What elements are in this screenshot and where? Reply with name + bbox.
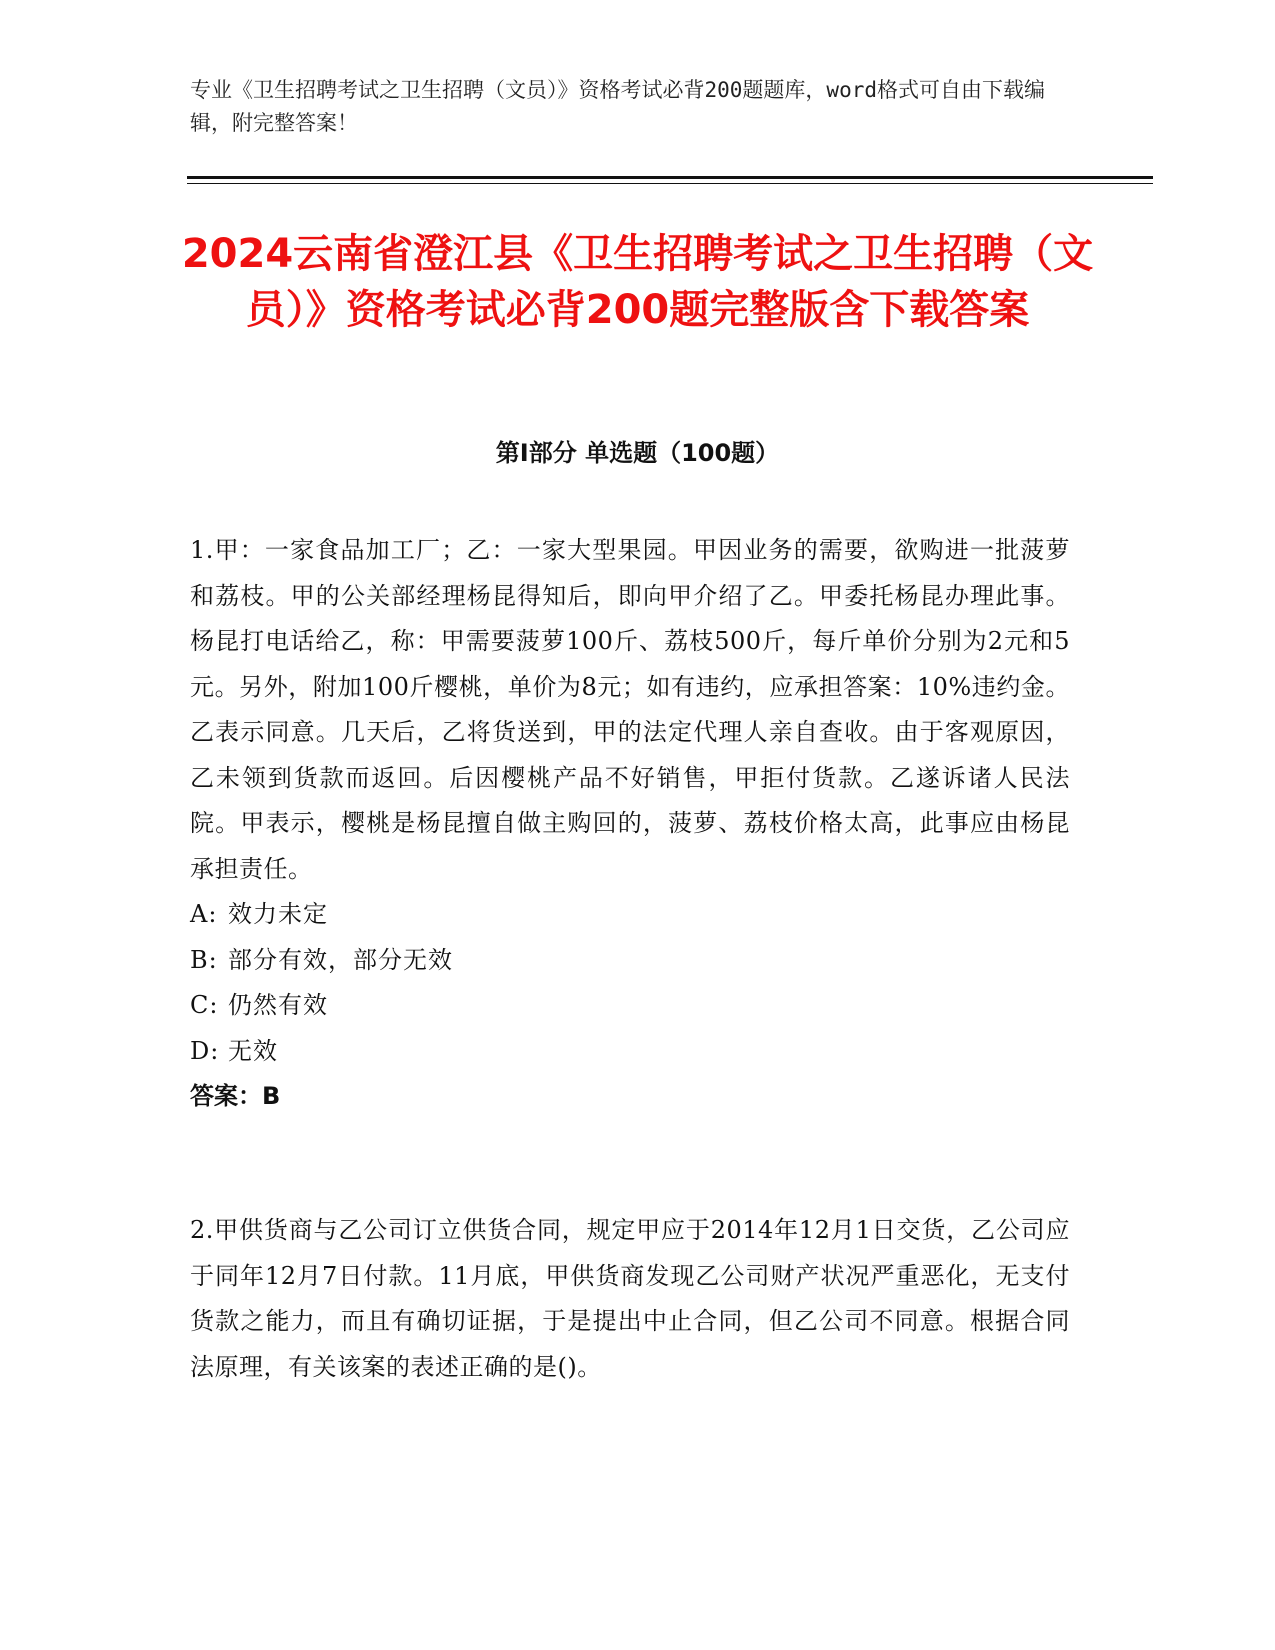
- question-1: [190, 528, 1070, 1120]
- option-text: 部分有效，部分无效: [228, 945, 453, 974]
- question-2: [190, 1208, 1070, 1390]
- option-text: 无效: [228, 1036, 278, 1065]
- option-letter: B:: [190, 945, 218, 974]
- header-rule-thick: [187, 176, 1153, 179]
- option-b: [190, 938, 1070, 984]
- option-d: [190, 1029, 1070, 1075]
- section-title: 第I部分 单选题（100题）: [495, 439, 780, 467]
- question-stem: 1.甲：一家食品加工厂；乙：一家大型果园。甲因业务的需要，欲购进一批菠萝和荔枝。甲的公关部经理杨昆得知后，即向甲介绍了乙。甲委托杨昆办理此事。杨昆打电话给乙，称：甲需要菠萝100斤、荔枝500斤，每斤单价分别为2元和5元。另外，附加100斤樱桃，单价为8元；如有违约，应承担答案：10%违约金。乙表示同意。几天后，乙将货送到，甲的法定代理人亲自查收。由于客观原因，乙未领到货款而返回。后因樱桃产品不好销售，甲拒付货款。乙遂诉诸人民法院。甲表示，樱桃是杨昆擅自做主购回的，菠萝、荔枝价格太高，此事应由杨昆承担责任。: [190, 536, 1070, 883]
- option-text: 效力未定: [228, 900, 328, 928]
- option-letter: A:: [190, 900, 218, 928]
- option-c: [190, 983, 1070, 1029]
- header-note: 专业《卫生招聘考试之卫生招聘（文员）》资格考试必背200题题库，word格式可自由下载编辑，附完整答案！: [190, 78, 1045, 135]
- option-letter: D:: [190, 1036, 220, 1065]
- option-text: 仍然有效: [228, 991, 328, 1019]
- option-letter: C:: [190, 991, 219, 1019]
- document-title: 2024云南省澄江县《卫生招聘考试之卫生招聘（文员）》资格考试必背200题完整版含下载答案: [181, 231, 1094, 333]
- header-rule-thin: [187, 183, 1153, 184]
- question-stem: 2.甲供货商与乙公司订立供货合同，规定甲应于2014年12月1日交货，乙公司应于同年12月7日付款。11月底，甲供货商发现乙公司财产状况严重恶化，无支付货款之能力，而且有确切证据，于是提出中止合同，但乙公司不同意。根据合同法原理，有关该案的表述正确的是()。: [190, 1216, 1070, 1381]
- answer-line: 答案：B: [190, 1082, 281, 1110]
- option-a: [190, 892, 1070, 938]
